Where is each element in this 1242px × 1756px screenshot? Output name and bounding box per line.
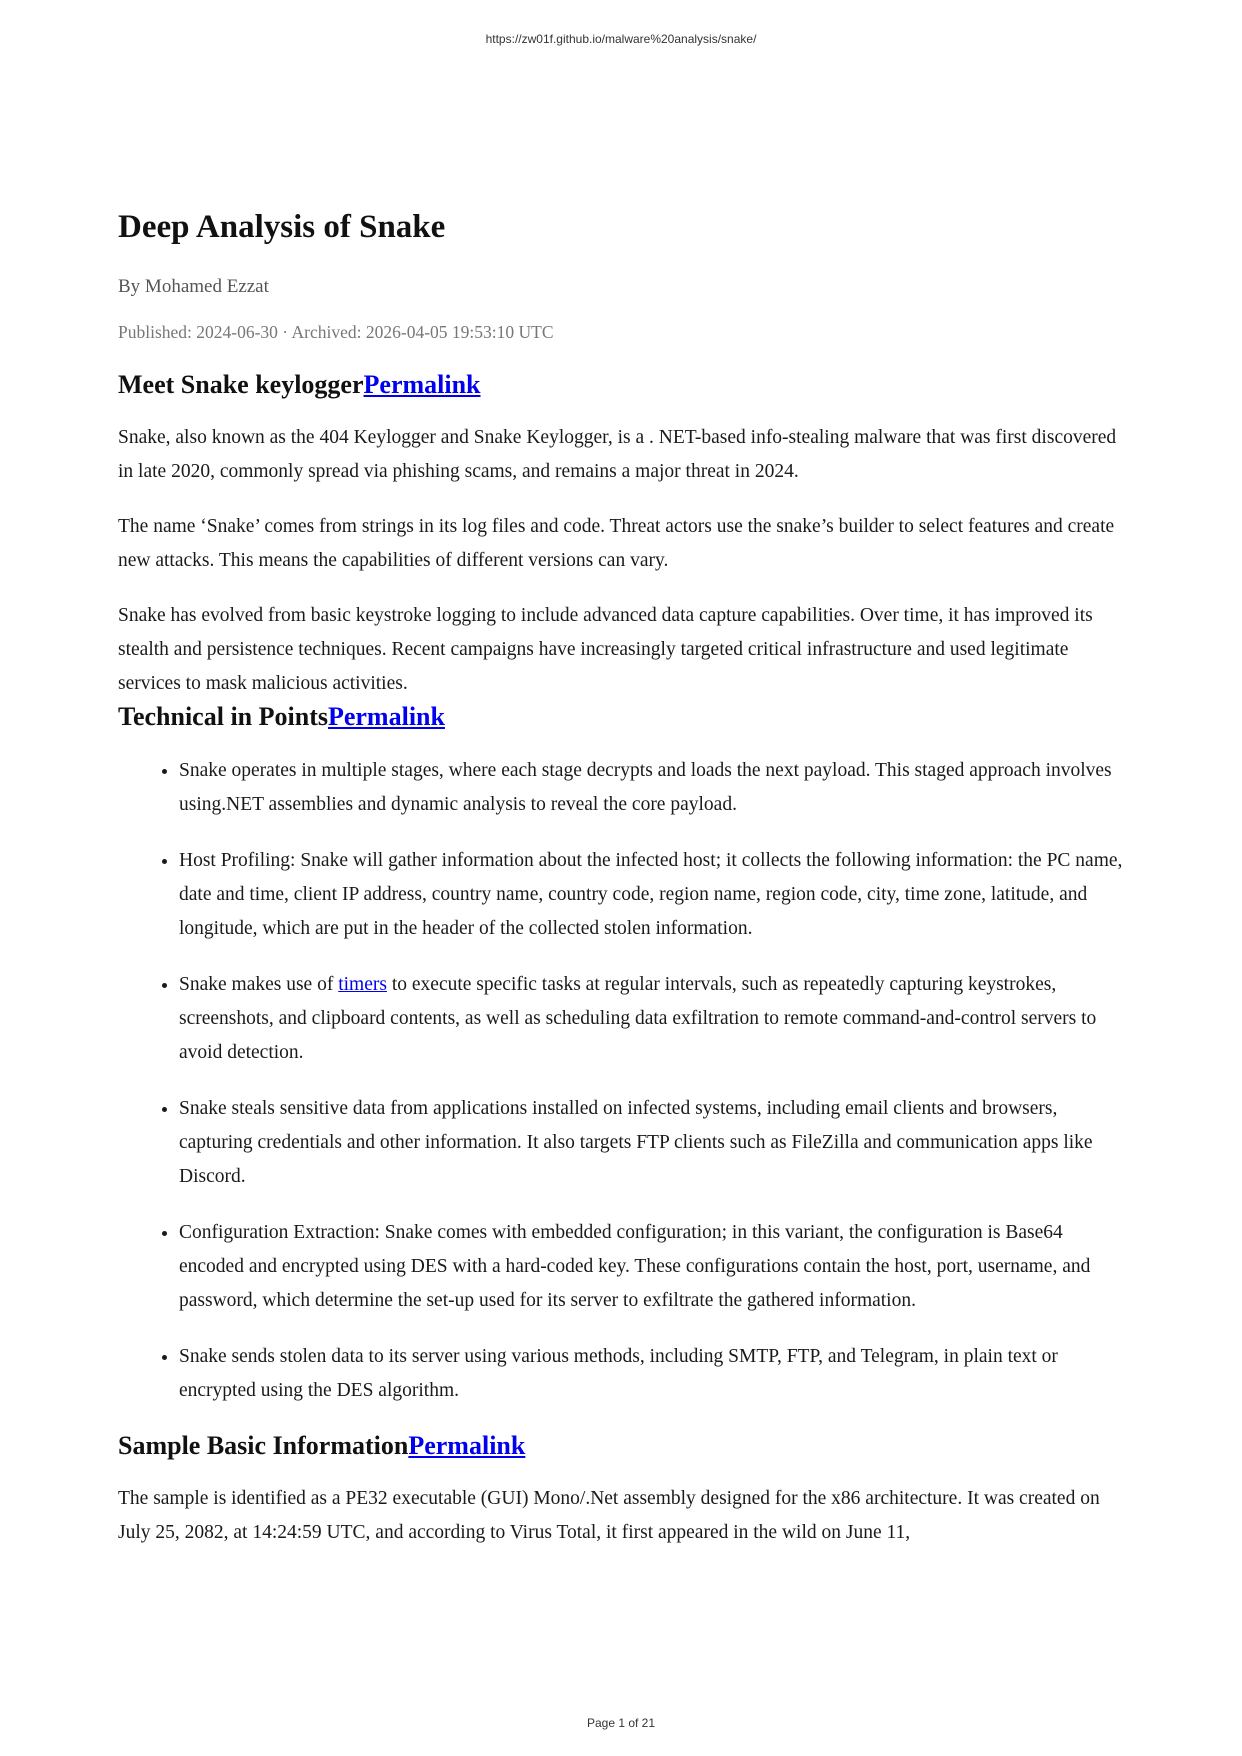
list-item: • Snake sends stolen data to its server using various methods, including SMTP, FTP, and Telegram, in plain text or encrypted using the DES algorithm.: [179, 1340, 1128, 1408]
list-item: • Host Profiling: Snake will gather information about the infected host; it collects the following information: the PC name, date and time, client IP address, country name, country code, region name, region code, city, time zone, latitude, and longitude, which are put in the header of the collected stolen information.: [179, 844, 1128, 946]
paragraph: Snake, also known as the 404 Keylogger and Snake Keylogger, is a . NET-based info-stealing malware that was first discovered in late 2020, commonly spread via phishing scams, and remains a major threat in 2024.: [118, 427, 1117, 483]
technical-points-list: [118, 754, 1128, 1408]
paragraph: Snake has evolved from basic keystroke logging to include advanced data capture capabilities. Over time, it has improved its stealth and persistence techniques. Recent campaigns have increasingly targeted critical infrastructure and used legitimate services to mask malicious activities.: [118, 605, 1093, 695]
page-title: Deep Analysis of Snake: [118, 209, 446, 245]
section-heading: [118, 701, 1128, 734]
section-technical-points: [118, 701, 1128, 1408]
paragraph: The name ‘Snake’ comes from strings in its log files and code. Threat actors use the snake’s builder to select features and create new attacks. This means the capabilities of different versions can vary.: [118, 516, 1115, 572]
list-item: [179, 968, 1128, 1070]
permalink-link[interactable]: Permalink: [408, 1430, 526, 1460]
section-heading-text: Sample Basic Information: [118, 1430, 409, 1460]
list-item-text: to execute specific tasks at regular intervals, such as repeatedly capturing keystrokes, screenshots, and clipboard contents, as well as scheduling data exfiltration to remote command-and-control servers to avoid detection.: [179, 973, 1097, 1063]
permalink-link[interactable]: Permalink: [327, 702, 445, 732]
paragraph: The sample is identified as a PE32 executable (GUI) Mono/.Net assembly designed for the x86 architecture. It was created on July 25, 2082, at 14:24:59 UTC, and according to Virus Total, it first appeared in the wild on June 11,: [118, 1488, 1100, 1544]
list-item-text: Snake makes use of: [179, 973, 339, 995]
publish-meta: Published: 2024-06-30 · Archived: 2026-04-05 19:53:10 UTC: [118, 322, 554, 343]
section-sample-basic-info: [118, 1430, 1128, 1551]
timers-link[interactable]: timers: [338, 973, 387, 995]
section-heading: [118, 369, 1128, 402]
section-heading: [118, 1430, 1128, 1463]
article: [118, 208, 1128, 1550]
list-item: • Snake steals sensitive data from applications installed on infected systems, including email clients and browsers, capturing credentials and other information. It also targets FTP clients such as FileZilla and communication apps like Discord.: [179, 1092, 1128, 1194]
section-heading-text: Meet Snake keylogger: [118, 369, 364, 399]
section-heading-text: Technical in Points: [118, 702, 328, 732]
print-header-url: https://zw01f.github.io/malware%20analysis/snake/: [485, 32, 757, 46]
author-byline: By Mohamed Ezzat: [118, 275, 269, 297]
list-item: • Snake operates in multiple stages, where each stage decrypts and loads the next payload. This staged approach involves using.NET assemblies and dynamic analysis to reveal the core payload.: [179, 754, 1128, 822]
list-item: • Configuration Extraction: Snake comes with embedded configuration; in this variant, the configuration is Base64 encoded and encrypted using DES with a hard-coded key. These configurations contain the host, port, username, and password, which determine the set-up used for its server to exfiltrate the gathered information.: [179, 1216, 1128, 1318]
permalink-link[interactable]: Permalink: [363, 369, 481, 399]
section-meet-snake: [118, 369, 1128, 702]
page-number: Page 1 of 21: [586, 1716, 656, 1730]
